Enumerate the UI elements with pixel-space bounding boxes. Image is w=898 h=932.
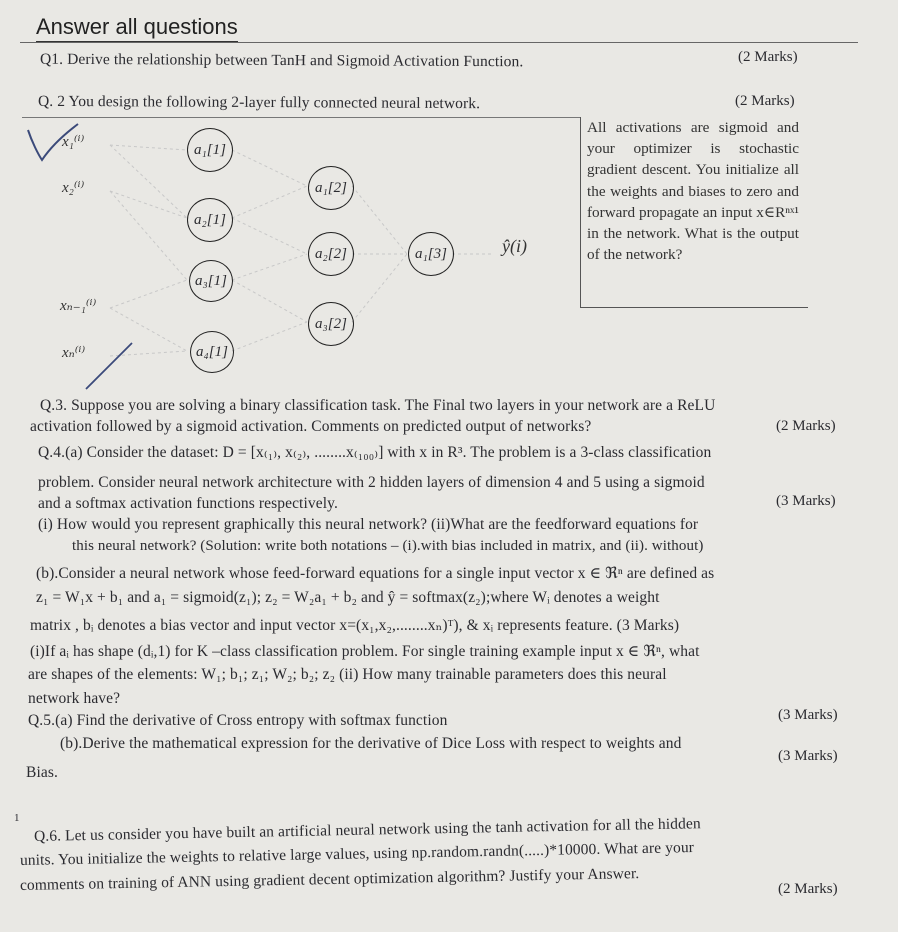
q6-line2: units. You initialize the weights to relative large values, using np.random.randn(.....)*10000. What are your <box>19 839 695 869</box>
node-a2-layer2: a₂[2] <box>308 232 354 276</box>
node-a3-layer2: a₃[2] <box>308 302 354 346</box>
node-a3-layer1: a₃[1] <box>189 260 233 302</box>
q4b-line2: z₁ = W₁x + b₁ and a₁ = sigmoid(z₁); z₂ = W₂a₁ + b₂ and ŷ = softmax(z₂);where Wᵢ denotes a weight <box>36 589 660 606</box>
q1-text: Q1. Derive the relationship between TanH and Sigmoid Activation Function. <box>39 50 524 71</box>
q4a-line1: Q.4.(a) Consider the dataset: D = [x₍₁₎, x₍₂₎, ........x₍₁₀₀₎] with x in R³. The problem is a 3-class classification <box>38 444 712 461</box>
q4a-line4: (i) How would you represent graphically this neural network? (ii)What are the feedforward equations for <box>38 516 699 533</box>
q4b-line1: (b).Consider a neural network whose feed-forward equations for a single input vector x ∈ ℜⁿ are defined as <box>36 565 715 582</box>
q6-line1: Q.6. Let us consider you have built an artificial neural network using the tanh activation for all the hidden <box>33 815 701 845</box>
node-a1-layer3: a₁[3] <box>408 232 454 276</box>
q5a-marks: (3 Marks) <box>778 707 838 723</box>
output-yhat: ŷ(i) <box>502 236 527 256</box>
q4b-line3: matrix , bᵢ denotes a bias vector and input vector x=(x₁,x₂,........xₙ)ᵀ), & xᵢ represents feature. (3 Marks) <box>30 617 680 634</box>
q3-line2: activation followed by a sigmoid activation. Comments on predicted output of networks? <box>30 418 592 435</box>
q3-marks: (2 Marks) <box>776 418 836 434</box>
q6-line3: comments on training of ANN using gradient decent optimization algorithm? Justify your Answer. <box>19 865 640 894</box>
q4a-marks: (3 Marks) <box>776 493 836 509</box>
pen-check-mark <box>22 118 142 208</box>
q2-info-text: All activations are sigmoid and your optimizer is stochastic gradient descent. You initialize all the weights and biases to zero and forward propagate an input x∈Rⁿˣ¹ in the network. What is the output of the network? <box>587 119 799 264</box>
q6-marks: (2 Marks) <box>778 881 838 897</box>
q4a-line3: and a softmax activation functions respectively. <box>38 495 338 512</box>
node-a1-layer2: a₁[2] <box>308 166 354 210</box>
q5b-line1: (b).Derive the mathematical expression for the derivative of Dice Loss with respect to weights and <box>60 735 682 752</box>
node-a1-layer1: a₁[1] <box>187 128 233 172</box>
q4b-line6: network have? <box>28 690 121 707</box>
q5b-line2: Bias. <box>26 764 58 781</box>
margin-mark: 1 <box>14 812 20 824</box>
node-a2-layer1: a₂[1] <box>187 198 233 242</box>
input-x1: x₁⁽ⁱ⁾ <box>62 134 85 150</box>
input-xn-1: xₙ₋₁⁽ⁱ⁾ <box>60 298 97 314</box>
q4b-line5: are shapes of the elements: W₁; b₁; z₁; W₂; b₂; z₂ (ii) How many trainable parameters does this neural <box>28 666 667 683</box>
q2-marks: (2 Marks) <box>735 93 795 109</box>
input-xn: xₙ⁽ⁱ⁾ <box>62 345 86 361</box>
q2-text: Q. 2 You design the following 2-layer fully connected neural network. <box>37 92 481 113</box>
q4b-line4: (i)If aᵢ has shape (dᵢ,1) for K –class classification problem. For single training example input x ∈ ℜⁿ, what <box>30 643 700 660</box>
q4a-line2: problem. Consider neural network architecture with 2 hidden layers of dimension 4 and 5 using a sigmoid <box>38 474 705 491</box>
q5a-text: Q.5.(a) Find the derivative of Cross entropy with softmax function <box>28 712 448 729</box>
network-diagram <box>22 117 580 368</box>
q5b-marks: (3 Marks) <box>778 748 838 764</box>
node-a4-layer1: a₄[1] <box>190 331 234 373</box>
q1-marks: (2 Marks) <box>738 49 798 65</box>
page-heading: Answer all questions <box>36 14 238 43</box>
pen-stroke <box>82 333 202 393</box>
top-rule <box>20 42 858 43</box>
q3-line1: Q.3. Suppose you are solving a binary classification task. The Final two layers in your network are a ReLU <box>40 397 716 414</box>
input-x2: x₂⁽ⁱ⁾ <box>62 180 85 196</box>
q4a-line5: this neural network? (Solution: write both notations – (i).with bias included in matrix, and (ii). without) <box>72 538 704 554</box>
